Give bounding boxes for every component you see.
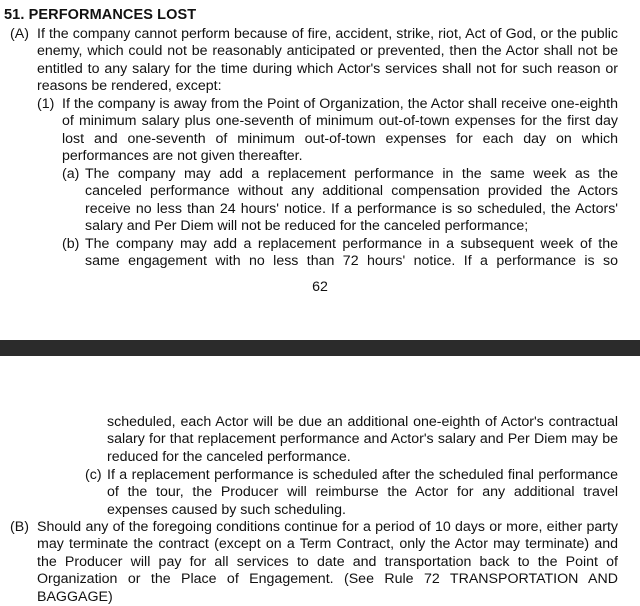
paragraph-label: (a)	[62, 166, 80, 182]
paragraph-A-1-b-continued: scheduled, each Actor will be due an additional one-eighth of Actor's contractual salary for that replacement performance and Actor's salary and Per Diem may be reduced for the canceled performance.	[107, 414, 618, 465]
paragraph-label: (A)	[10, 26, 29, 42]
paragraph-A-1-b	[62, 236, 618, 271]
paragraph-text: If the company cannot perform because of fire, accident, strike, riot, Act of God, or the public enemy, which could not be reasonably anticipated or prevented, then the Actor shall not be entitled to any salary for the time during which Actor's services shall not for such reason or reasons be rendered, except:	[37, 26, 618, 95]
paragraph-A-1-a	[62, 166, 618, 236]
document-page-bottom	[0, 356, 640, 606]
paragraph-text: If the company is away from the Point of Organization, the Actor shall receive one-eighth of minimum salary plus one-seventh of minimum out-of-town expenses for the first day lost and one-seventh of minimum out-of-town expenses for each day on which performances are not given thereafter.	[62, 96, 618, 165]
paragraph-text: The company may add a replacement performance in the same week as the canceled performance without any additional compensation provided the Actors receive no less than 24 hours' notice. If a performance is so scheduled, the Actors' salary and Per Diem will not be reduced for the canceled performance;	[85, 166, 618, 235]
paragraph-text: The company may add a replacement performance in a subsequent week of the same engagement with no less than 72 hours' notice. If a performance is so	[85, 236, 618, 270]
section-heading: 51. PERFORMANCES LOST	[4, 7, 197, 23]
paragraph-B	[10, 519, 618, 606]
paragraph-text: If a replacement performance is scheduled after the scheduled final performance of the tour, the Producer will reimburse the Actor for any additional travel expenses caused by such scheduling.	[107, 467, 618, 518]
paragraph-A	[10, 26, 618, 96]
page-number: 62	[312, 279, 328, 295]
paragraph-label: (1)	[37, 96, 55, 112]
paragraph-A-1	[37, 96, 618, 166]
paragraph-label: (c)	[85, 467, 102, 483]
paragraph-A-1-c	[85, 467, 618, 519]
paragraph-label: (b)	[62, 236, 80, 252]
page-separator	[0, 340, 640, 356]
paragraph-label: (B)	[10, 519, 29, 535]
paragraph-text: Should any of the foregoing conditions continue for a period of 10 days or more, either party may terminate the contract (except on a Term Contract, only the Actor may terminate) and the Producer will pay for all services to date and transportation back to the Point of Organization or the Place of Engagement. (See Rule 72 TRANSPORTATION AND BAGGAGE)	[37, 519, 618, 605]
